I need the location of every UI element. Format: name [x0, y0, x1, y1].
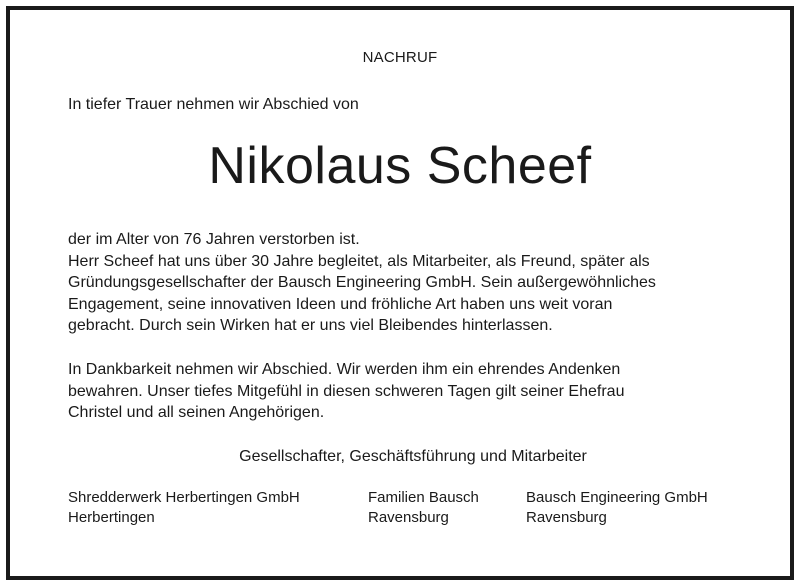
paragraph-line: Christel und all seinen Angehörigen. [68, 404, 325, 421]
paragraph-line: bewahren. Unser tiefes Mitgefühl in diesen schweren Tagen gilt seiner Ehefrau [68, 382, 625, 400]
company-name: Shredderwerk Herbertingen GmbH [68, 489, 300, 506]
company-shredderwerk [68, 488, 300, 528]
intro-text: In tiefer Trauer nehmen wir Abschied von [68, 96, 359, 113]
paragraph-line: Herr Scheef hat uns über 30 Jahre begleitet, als Mitarbeiter, als Freund, später als [68, 252, 650, 270]
deceased-name: Nikolaus Scheef [208, 137, 592, 195]
company-bausch-engineering [526, 488, 708, 528]
company-city: Ravensburg [526, 509, 607, 526]
paragraph-line: Gründungsgesellschafter der Bausch Engineering GmbH. Sein außergewöhnliches [68, 274, 656, 291]
paragraph-line: der im Alter von 76 Jahren verstorben ist. [68, 231, 360, 248]
company-city: Ravensburg [368, 509, 449, 526]
tribute-paragraph [68, 229, 758, 337]
condolence-paragraph [68, 359, 758, 424]
company-city: Herbertingen [68, 509, 155, 526]
company-name: Familien Bausch [368, 489, 479, 506]
paragraph-line: Engagement, seine innovativen Ideen und fröhliche Art haben uns weit voran [68, 295, 613, 313]
paragraph-line: gebracht. Durch sein Wirken hat er uns viel Bleibendes hinterlassen. [68, 317, 553, 334]
notice-heading: NACHRUF [362, 49, 438, 66]
signature-line: Gesellschafter, Geschäftsführung und Mitarbeiter [239, 448, 587, 465]
company-name: Bausch Engineering GmbH [526, 489, 708, 506]
company-familien-bausch [368, 488, 479, 528]
paragraph-line: In Dankbarkeit nehmen wir Abschied. Wir werden ihm ein ehrendes Andenken [68, 361, 621, 378]
